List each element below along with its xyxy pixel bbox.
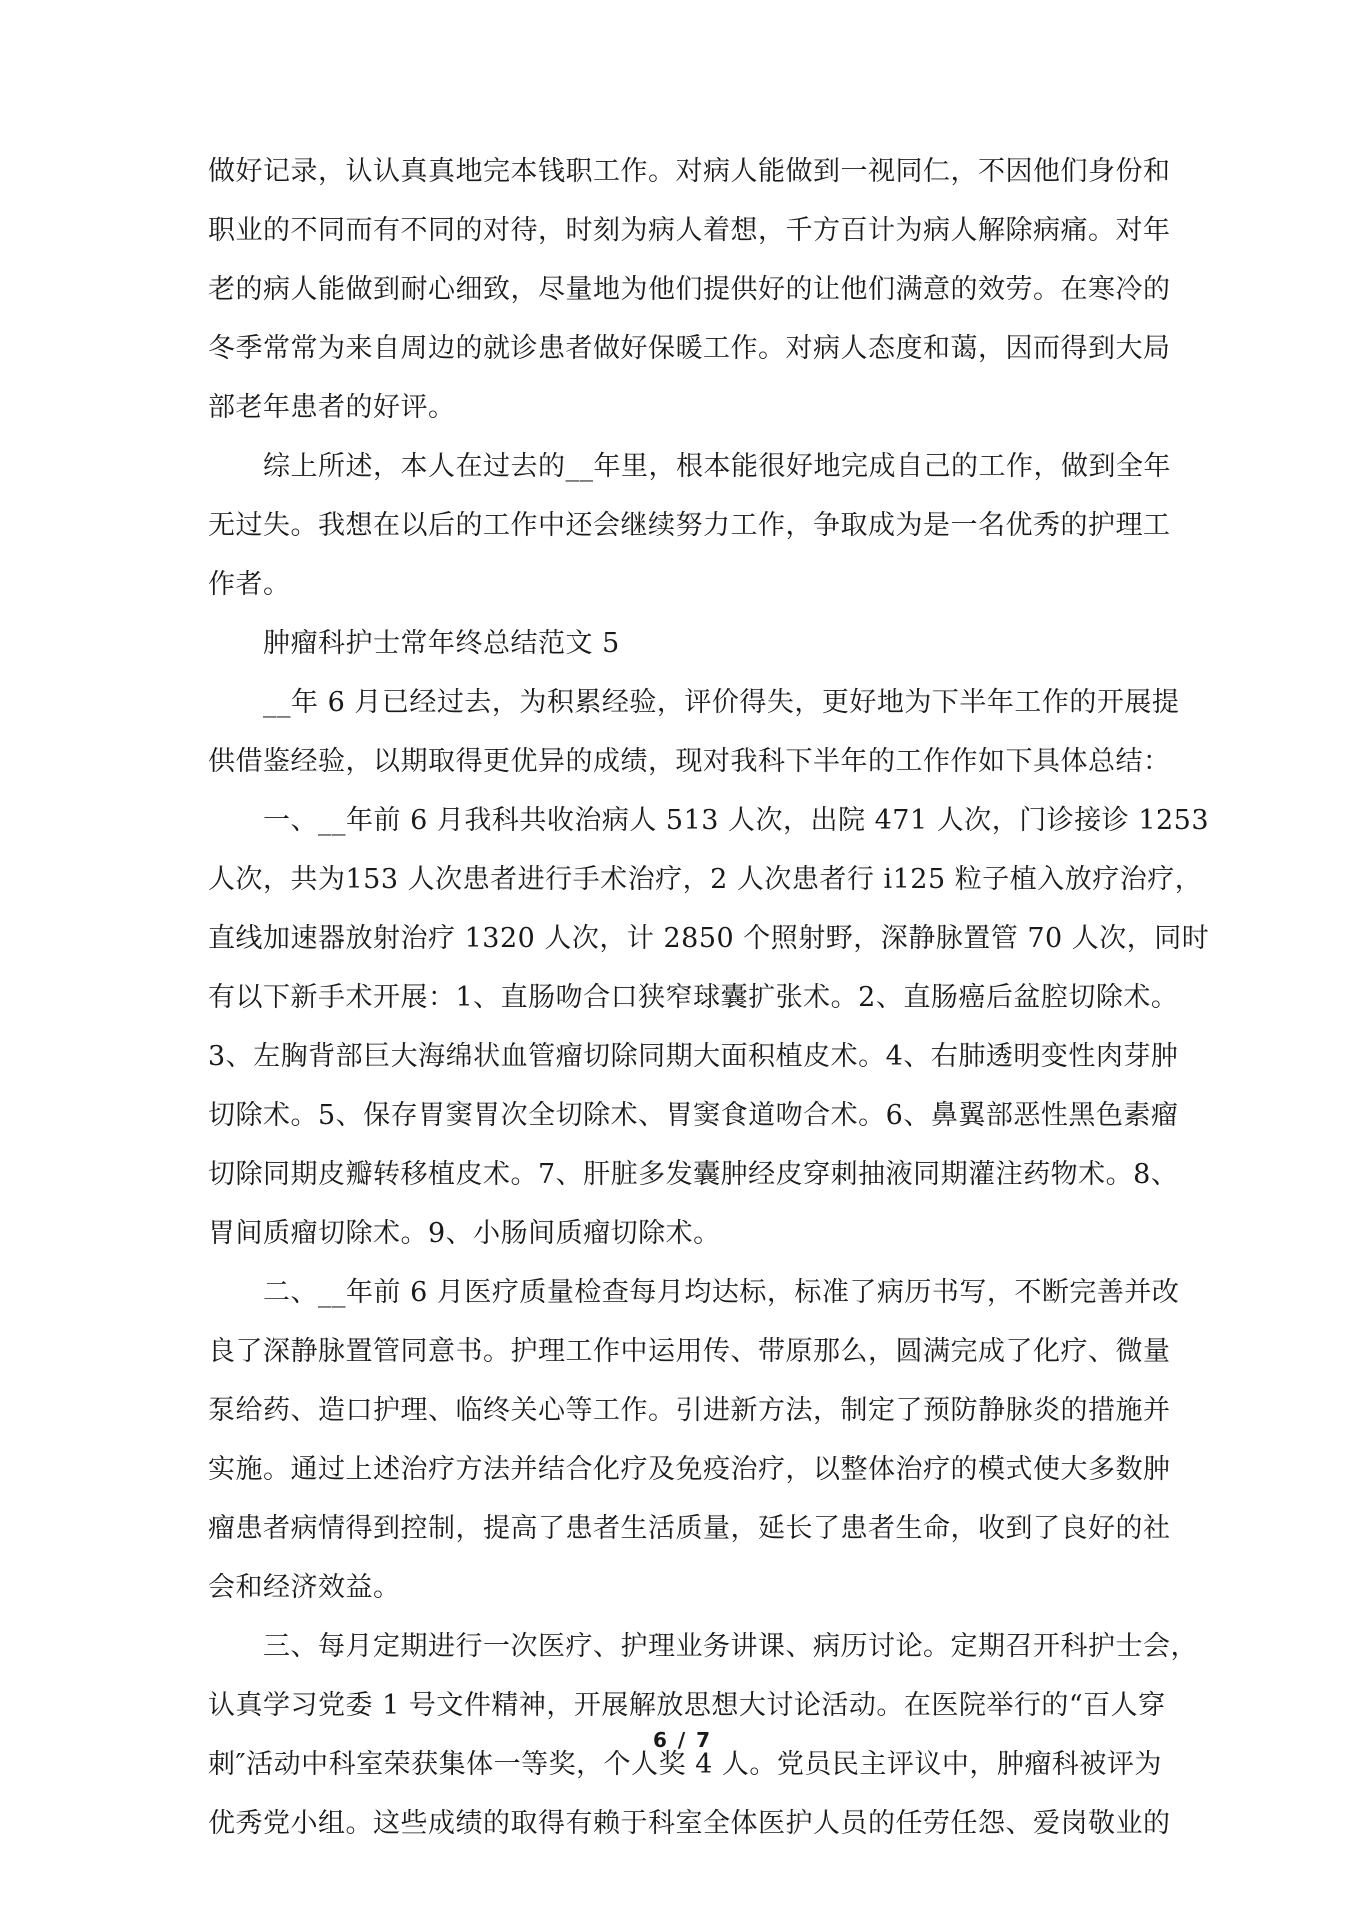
text-line: 切除术。5、保存胃窦胃次全切除术、胃窦食道吻合术。6、鼻翼部恶性黑色素瘤 [208,1100,1179,1131]
text-line: 一、__年前 6 月我科共收治病人 513 人次，出院 471 人次，门诊接诊 1253 [263,805,1210,836]
text-line: 职业的不同而有不同的对待，时刻为病人着想，千方百计为病人解除病痛。对年 [208,215,1171,246]
text-line: 刺″活动中科室荣获集体一等奖，个人奖 4 人。党员民主评议中，肿瘤科被评为 [208,1749,1162,1780]
text-line: __年 6 月已经过去，为积累经验，评价得失，更好地为下半年工作的开展提 [263,687,1180,718]
text-line: 老的病人能做到耐心细致，尽量地为他们提供好的让他们满意的效劳。在寒冷的 [208,274,1171,305]
text-line: 人次，共为153 人次患者进行手术治疗，2 人次患者行 i125 粒子植入放疗治疗， [208,864,1203,895]
text-line: 作者。 [208,569,291,600]
text-line: 冬季常常为来自周边的就诊患者做好保暖工作。对病人态度和蔼，因而得到大局 [208,333,1171,364]
text-line: 供借鉴经验，以期取得更优异的成绩，现对我科下半年的工作作如下具体总结： [208,746,1171,777]
text-line: 二、__年前 6 月医疗质量检查每月均达标，标准了病历书写，不断完善并改 [263,1277,1180,1308]
text-line: 会和经济效益。 [208,1572,401,1603]
text-line: 优秀党小组。这些成绩的取得有赖于科室全体医护人员的任劳任怨、爱岗敬业的 [208,1808,1171,1839]
text-line: 三、每月定期进行一次医疗、护理业务讲课、病历讨论。定期召开科护士会， [263,1631,1198,1662]
text-line: 做好记录，认认真真地完本钱职工作。对病人能做到一视同仁，不因他们身份和 [208,156,1171,187]
page-number: 6 / 7 [652,1728,713,1752]
document-body [208,142,1210,1853]
text-line: 无过失。我想在以后的工作中还会继续努力工作，争取成为是一名优秀的护理工 [208,510,1171,541]
text-line: 肿瘤科护士常年终总结范文 5 [263,628,620,659]
text-line: 3、左胸背部巨大海绵状血管瘤切除同期大面积植皮术。4、右肺透明变性肉芽肿 [208,1041,1179,1072]
text-line: 直线加速器放射治疗 1320 人次，计 2850 个照射野，深静脉置管 70 人次，同时 [208,923,1210,954]
text-line: 泵给药、造口护理、临终关心等工作。引进新方法，制定了预防静脉炎的措施并 [208,1395,1171,1426]
text-line: 切除同期皮瓣转移植皮术。7、肝脏多发囊肿经皮穿刺抽液同期灌注药物术。8、 [208,1159,1179,1190]
text-line: 胃间质瘤切除术。9、小肠间质瘤切除术。 [208,1218,721,1249]
text-line: 认真学习党委 1 号文件精神，开展解放思想大讨论活动。在医院举行的“百人穿 [208,1690,1166,1721]
text-line: 瘤患者病情得到控制，提高了患者生活质量，延长了患者生命，收到了良好的社 [208,1513,1171,1544]
text-line: 综上所述，本人在过去的__年里，根本能很好地完成自己的工作，做到全年 [263,451,1171,482]
text-line: 部老年患者的好评。 [208,392,456,423]
text-line: 有以下新手术开展：1、直肠吻合口狭窄球囊扩张术。2、直肠癌后盆腔切除术。 [208,982,1179,1013]
text-line: 良了深静脉置管同意书。护理工作中运用传、带原那么，圆满完成了化疗、微量 [208,1336,1171,1367]
text-line: 实施。通过上述治疗方法并结合化疗及免疫治疗，以整体治疗的模式使大多数肿 [208,1454,1171,1485]
